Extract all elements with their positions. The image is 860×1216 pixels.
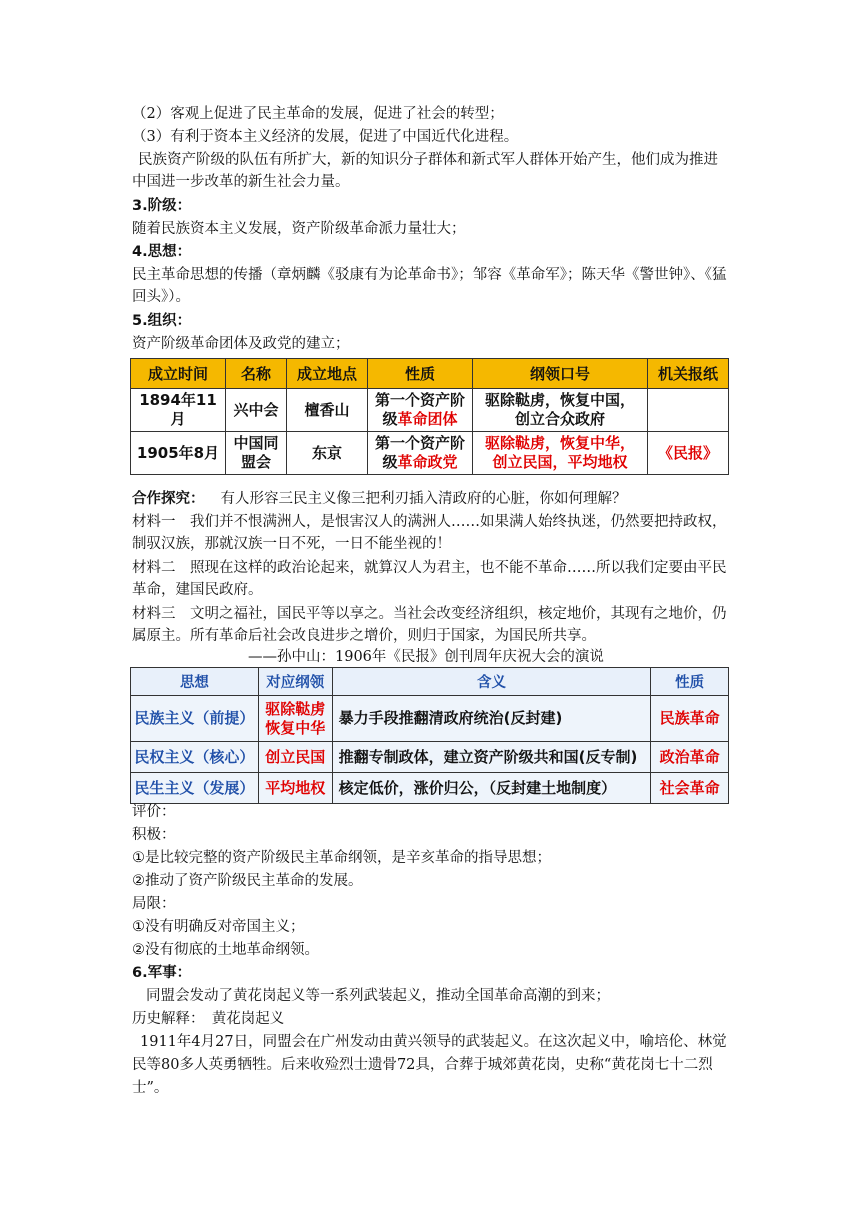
text-line: 资产阶级革命团体及政党的建立； bbox=[132, 336, 350, 352]
cell-text: 中国同 bbox=[233, 434, 279, 452]
text-line: 同盟会发动了黄花岗起义等一系列武装起义，推动全国革命高潮的到来； bbox=[146, 988, 610, 1004]
table-cell: 1894年11月 bbox=[131, 389, 226, 432]
three-principles-table bbox=[130, 667, 729, 804]
cell-text: 级 bbox=[382, 453, 398, 471]
table-cell bbox=[258, 696, 332, 742]
table-header: 思想 bbox=[131, 668, 259, 696]
cell-text-highlight: 恢复中华 bbox=[265, 718, 326, 737]
table-cell bbox=[473, 432, 648, 475]
table-cell bbox=[368, 389, 473, 432]
text-line: 历史解释： 黄花岗起义 bbox=[132, 1011, 285, 1027]
text-line: ②推动了资产阶级民主革命的发展。 bbox=[132, 873, 363, 889]
explore-question: 有人形容三民主义像三把利刃插入清政府的心脏，你如何理解？ bbox=[220, 491, 627, 507]
cell-text-highlight: 创立民国，平均地权 bbox=[492, 453, 628, 471]
table-row bbox=[131, 773, 729, 804]
table-cell: 民生主义（发展） bbox=[131, 773, 259, 804]
section-heading: 4.思想： bbox=[132, 244, 192, 260]
table-cell: 核定低价，涨价归公，（反封建土地制度） bbox=[332, 773, 651, 804]
cell-text: 级 bbox=[382, 410, 398, 428]
cell-text-highlight: 驱除鞑虏，恢复中华， bbox=[484, 434, 635, 452]
table-cell: 平均地权 bbox=[258, 773, 332, 804]
table-row bbox=[131, 389, 729, 432]
cell-text-highlight: 驱除鞑虏 bbox=[265, 699, 326, 718]
explore-line bbox=[132, 488, 732, 510]
citation-source: ——孙中山：1906年《民报》创刊周年庆祝大会的演说 bbox=[248, 649, 604, 665]
table-cell bbox=[648, 389, 729, 432]
explore-label: 合作探究： bbox=[132, 491, 205, 507]
table-cell: 暴力手段推翻清政府统治(反封建) bbox=[332, 696, 651, 742]
table-header: 成立地点 bbox=[287, 359, 368, 389]
text-line: 随着民族资本主义发展，资产阶级革命派力量壮大； bbox=[132, 221, 466, 237]
table-row bbox=[131, 432, 729, 475]
table-header: 性质 bbox=[651, 668, 729, 696]
text-line: 评价： bbox=[132, 804, 176, 820]
section-heading: 5.组织： bbox=[132, 313, 192, 329]
table-cell bbox=[226, 432, 287, 475]
paragraph: 1911年4月27日，同盟会在广州发动由黄兴领导的武装起义。在这次起义中，喻培伦、林觉民等80多人英勇牺牲。后来收殓烈士遗骨72具，合葬于城郊黄花岗，史称“黄花岗七十二烈士”。 bbox=[132, 1034, 727, 1096]
cell-text: 驱除鞑虏，恢复中国， bbox=[484, 391, 635, 409]
table-cell: 檀香山 bbox=[287, 389, 368, 432]
table-header: 对应纲领 bbox=[258, 668, 332, 696]
paragraph: 民主革命思想的传播（章炳麟《驳康有为论革命书》；邹容《革命军》；陈天华《警世钟》、《猛回头》）。 bbox=[132, 267, 727, 305]
table-row bbox=[131, 696, 729, 742]
cell-text: 第一个资产阶 bbox=[374, 434, 465, 452]
table-cell: 社会革命 bbox=[651, 773, 729, 804]
cell-text-highlight: 革命团体 bbox=[397, 410, 458, 428]
table-cell bbox=[368, 432, 473, 475]
section-heading: 6.军事： bbox=[132, 965, 192, 981]
text-line: 积极： bbox=[132, 827, 176, 843]
table-row bbox=[131, 742, 729, 773]
text-line: ①是比较完整的资产阶级民主革命纲领，是辛亥革命的指导思想； bbox=[132, 850, 551, 866]
table-header: 机关报纸 bbox=[648, 359, 729, 389]
table-cell: 民族主义（前提） bbox=[131, 696, 259, 742]
cell-text: 创立合众政府 bbox=[514, 410, 605, 428]
table-header: 名称 bbox=[226, 359, 287, 389]
table-cell: 东京 bbox=[287, 432, 368, 475]
table-cell: 推翻专制政体，建立资产阶级共和国(反专制) bbox=[332, 742, 651, 773]
table-cell bbox=[473, 389, 648, 432]
section-heading: 3.阶级： bbox=[132, 198, 192, 214]
table-cell: 政治革命 bbox=[651, 742, 729, 773]
material-paragraph: 材料一 我们并不恨满洲人，是恨害汉人的满洲人……如果满人始终执迷，仍然要把持政权，制驭汉族，那就汉族一日不死，一日不能坐视的！ bbox=[132, 514, 727, 552]
cell-text: 第一个资产阶 bbox=[374, 391, 465, 409]
organization-table bbox=[130, 358, 729, 475]
table-cell: 《民报》 bbox=[648, 432, 729, 475]
text-line: 局限： bbox=[132, 896, 176, 912]
table-header: 性质 bbox=[368, 359, 473, 389]
text-line: （2）客观上促进了民主革命的发展，促进了社会的转型； bbox=[132, 106, 504, 122]
table-cell: 民权主义（核心） bbox=[131, 742, 259, 773]
material-paragraph: 材料三 文明之福社，国民平等以享之。当社会改变经济组织，核定地价，其现有之地价，仍属原主。所有革命后社会改良进步之增价，则归于国家，为国民所共享。 bbox=[132, 606, 727, 644]
table-header: 含义 bbox=[332, 668, 651, 696]
table-cell: 民族革命 bbox=[651, 696, 729, 742]
table-cell: 创立民国 bbox=[258, 742, 332, 773]
table-header: 成立时间 bbox=[131, 359, 226, 389]
text-line: （3）有利于资本主义经济的发展，促进了中国近代化进程。 bbox=[132, 129, 519, 145]
text-line: ②没有彻底的土地革命纲领。 bbox=[132, 942, 319, 958]
material-paragraph: 材料二 照现在这样的政治论起来，就算汉人为君主，也不能不革命……所以我们定要由平民革命，建国民政府。 bbox=[132, 560, 727, 598]
table-cell: 兴中会 bbox=[226, 389, 287, 432]
cell-text-highlight: 革命政党 bbox=[397, 453, 458, 471]
cell-text: 盟会 bbox=[240, 453, 271, 471]
table-header: 纲领口号 bbox=[473, 359, 648, 389]
table-cell: 1905年8月 bbox=[131, 432, 226, 475]
paragraph: 民族资产阶级的队伍有所扩大，新的知识分子群体和新式军人群体开始产生，他们成为推进中国进一步改革的新生社会力量。 bbox=[132, 152, 718, 190]
text-line: ①没有明确反对帝国主义； bbox=[132, 919, 305, 935]
